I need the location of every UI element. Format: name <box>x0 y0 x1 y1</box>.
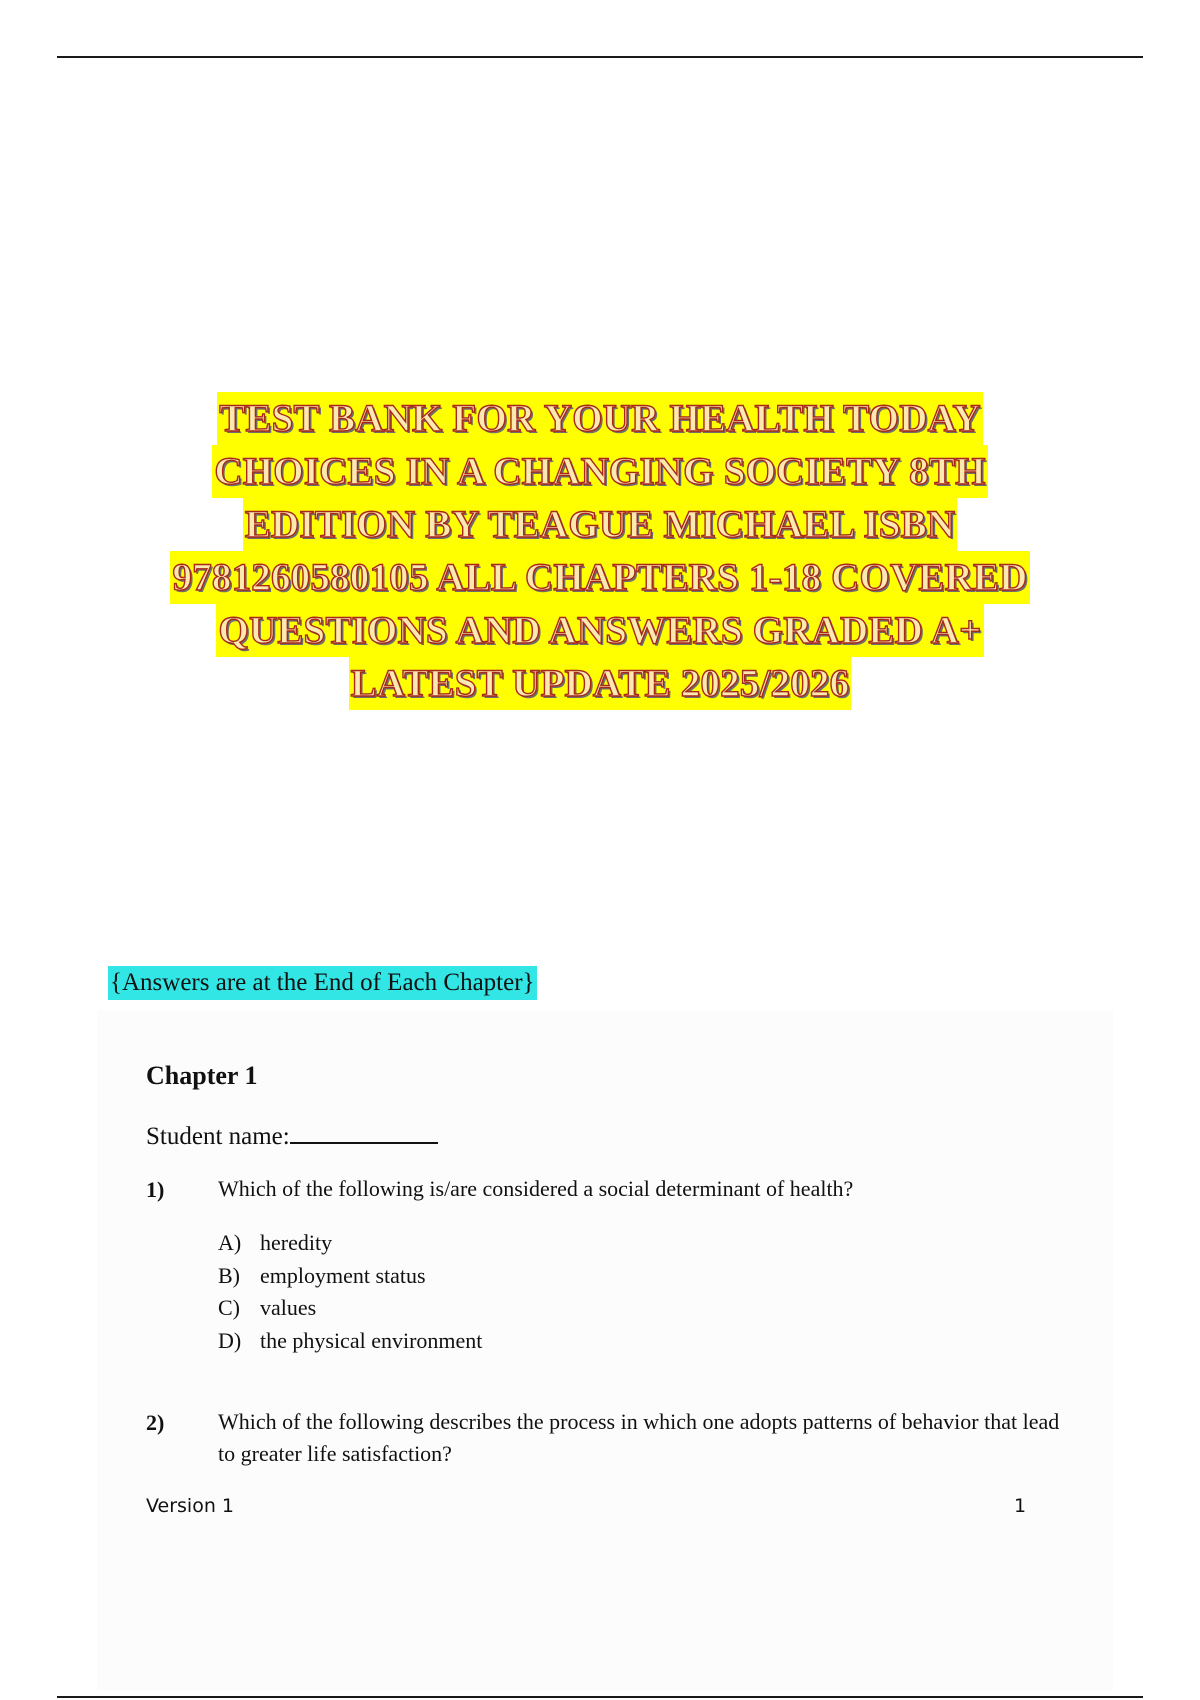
top-rule <box>57 56 1143 58</box>
title-line: LATEST UPDATE 2025/2026 <box>100 657 1100 710</box>
option-text: employment status <box>260 1262 426 1288</box>
bottom-rule <box>57 1696 1143 1698</box>
title-line: EDITION BY TEAGUE MICHAEL ISBN <box>100 498 1100 551</box>
option-letter: D) <box>218 1327 242 1353</box>
document-title <box>100 392 1100 710</box>
footer-page-number: 1 <box>1014 1495 1027 1517</box>
answer-option-b <box>218 1260 482 1293</box>
question-number: 1) <box>146 1177 165 1202</box>
answer-option-c <box>218 1292 482 1325</box>
student-name-line <box>146 1118 438 1151</box>
answer-options <box>218 1227 482 1357</box>
title-line: TEST BANK FOR YOUR HEALTH TODAY <box>100 392 1100 445</box>
option-letter: C) <box>218 1295 240 1320</box>
student-name-blank <box>290 1118 438 1144</box>
answer-option-d <box>218 1325 482 1358</box>
question-text: Which of the following describes the process in which one adopts patterns of behavior that lead to greater life satisfaction? <box>218 1409 1060 1466</box>
chapter-title: Chapter 1 <box>146 1061 258 1090</box>
title-line: QUESTIONS AND ANSWERS GRADED A+ <box>100 604 1100 657</box>
question-text: Which of the following is/are considered a social determinant of health? <box>218 1176 854 1201</box>
title-line: 9781260580105 ALL CHAPTERS 1-18 COVERED <box>100 551 1100 604</box>
option-text: values <box>260 1295 317 1320</box>
answers-note: {Answers are at the End of Each Chapter} <box>108 966 537 1000</box>
option-text: heredity <box>260 1230 333 1255</box>
title-line: CHOICES IN A CHANGING SOCIETY 8TH <box>100 445 1100 498</box>
option-text: the physical environment <box>260 1327 483 1353</box>
footer-version: Version 1 <box>146 1495 234 1517</box>
answer-option-a <box>218 1227 482 1260</box>
student-name-label: Student name: <box>146 1123 290 1150</box>
question-number: 2) <box>146 1410 165 1435</box>
option-letter: A) <box>218 1230 242 1255</box>
option-letter: B) <box>218 1262 240 1288</box>
